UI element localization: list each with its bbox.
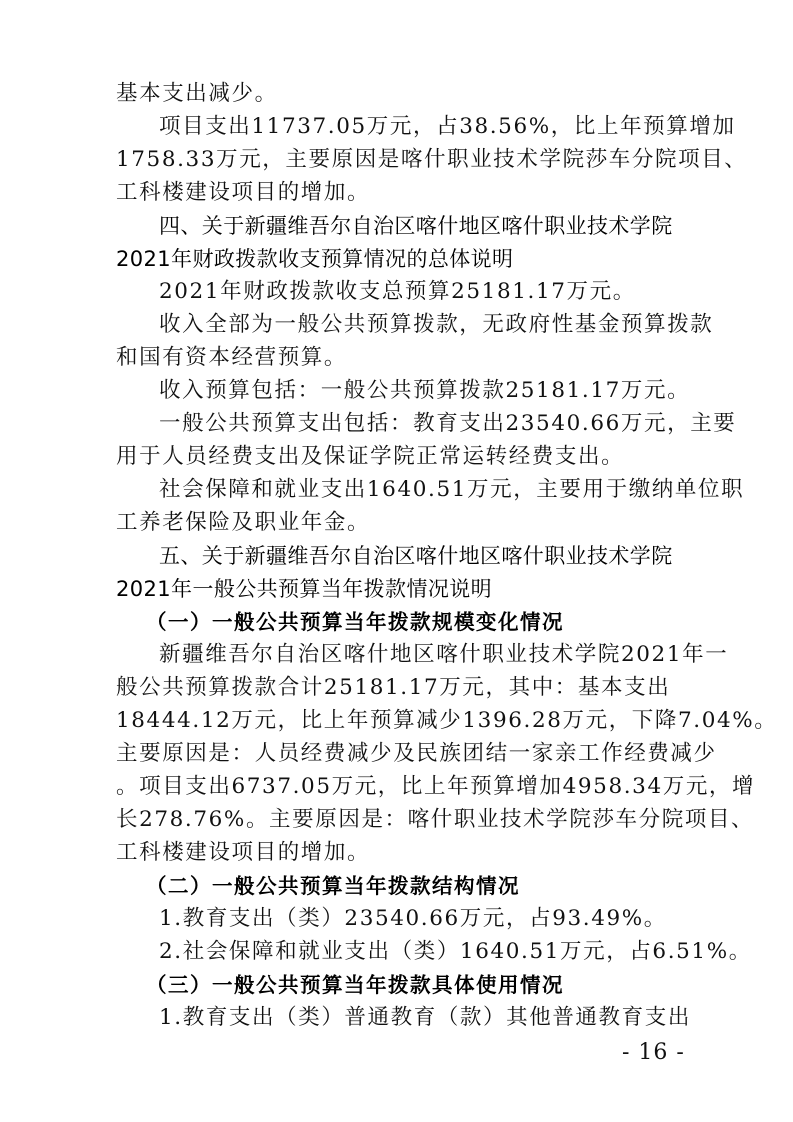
paragraph-line: 。项目支出6737.05万元，比上年预算增加4958.34万元，增 [116, 774, 756, 799]
subsection-heading-2: （二）一般公共预算当年拨款结构情况 [146, 874, 520, 898]
paragraph-line: 长278.76%。主要原因是：喀什职业技术学院莎车分院项目、 [116, 807, 755, 832]
paragraph-line: 用于人员经费支出及保证学院正常运转经费支出。 [116, 444, 625, 469]
section-heading-4: 四、关于新疆维吾尔自治区喀什地区喀什职业技术学院 [159, 214, 673, 238]
section-heading-5: 五、关于新疆维吾尔自治区喀什地区喀什职业技术学院 [159, 544, 673, 568]
paragraph-line: 收入预算包括：一般公共预算拨款25181.17万元。 [159, 378, 691, 403]
paragraph-line: 收入全部为一般公共预算拨款，无政府性基金预算拨款 [159, 312, 714, 337]
paragraph-line: 2021年财政拨款收支总预算25181.17万元。 [159, 279, 636, 304]
paragraph-line: 工科楼建设项目的增加。 [116, 840, 371, 865]
section-heading-5-cont: 2021年一般公共预算当年拨款情况说明 [116, 577, 493, 601]
paragraph-line: 工科楼建设项目的增加。 [116, 180, 371, 205]
paragraph-line: 18444.12万元，比上年预算减少1396.28万元，下降7.04%。 [116, 708, 778, 733]
paragraph-line: 1758.33万元，主要原因是喀什职业技术学院莎车分院项目、 [116, 147, 748, 172]
paragraph-line: 项目支出11737.05万元，占38.56%，比上年预算增加 [159, 114, 736, 139]
paragraph-line: 和国有资本经营预算。 [116, 345, 348, 370]
paragraph-line: 1.教育支出（类）普通教育（款）其他普通教育支出 [159, 1005, 691, 1030]
section-heading-4-cont: 2021年财政拨款收支预算情况的总体说明 [116, 247, 514, 271]
paragraph-line: 基本支出减少。 [116, 81, 278, 106]
paragraph-line: 1.教育支出（类）23540.66万元，占93.49%。 [159, 906, 667, 931]
paragraph-line: 新疆维吾尔自治区喀什地区喀什职业技术学院2021年一 [159, 642, 729, 667]
paragraph-line: 社会保障和就业支出1640.51万元，主要用于缴纳单位职 [159, 477, 745, 502]
paragraph-line: 主要原因是：人员经费减少及民族团结一家亲工作经费减少 [116, 741, 717, 766]
paragraph-line: 一般公共预算支出包括：教育支出23540.66万元，主要 [159, 411, 737, 436]
paragraph-line: 工养老保险及职业年金。 [116, 510, 371, 535]
subsection-heading-3: （三）一般公共预算当年拨款具体使用情况 [146, 973, 564, 997]
page-number: - 16 - [622, 1040, 685, 1065]
subsection-heading-1: （一）一般公共预算当年拨款规模变化情况 [146, 610, 564, 634]
paragraph-line: 般公共预算拨款合计25181.17万元，其中：基本支出 [116, 675, 671, 700]
paragraph-line: 2.社会保障和就业支出（类）1640.51万元，占6.51%。 [159, 939, 752, 964]
